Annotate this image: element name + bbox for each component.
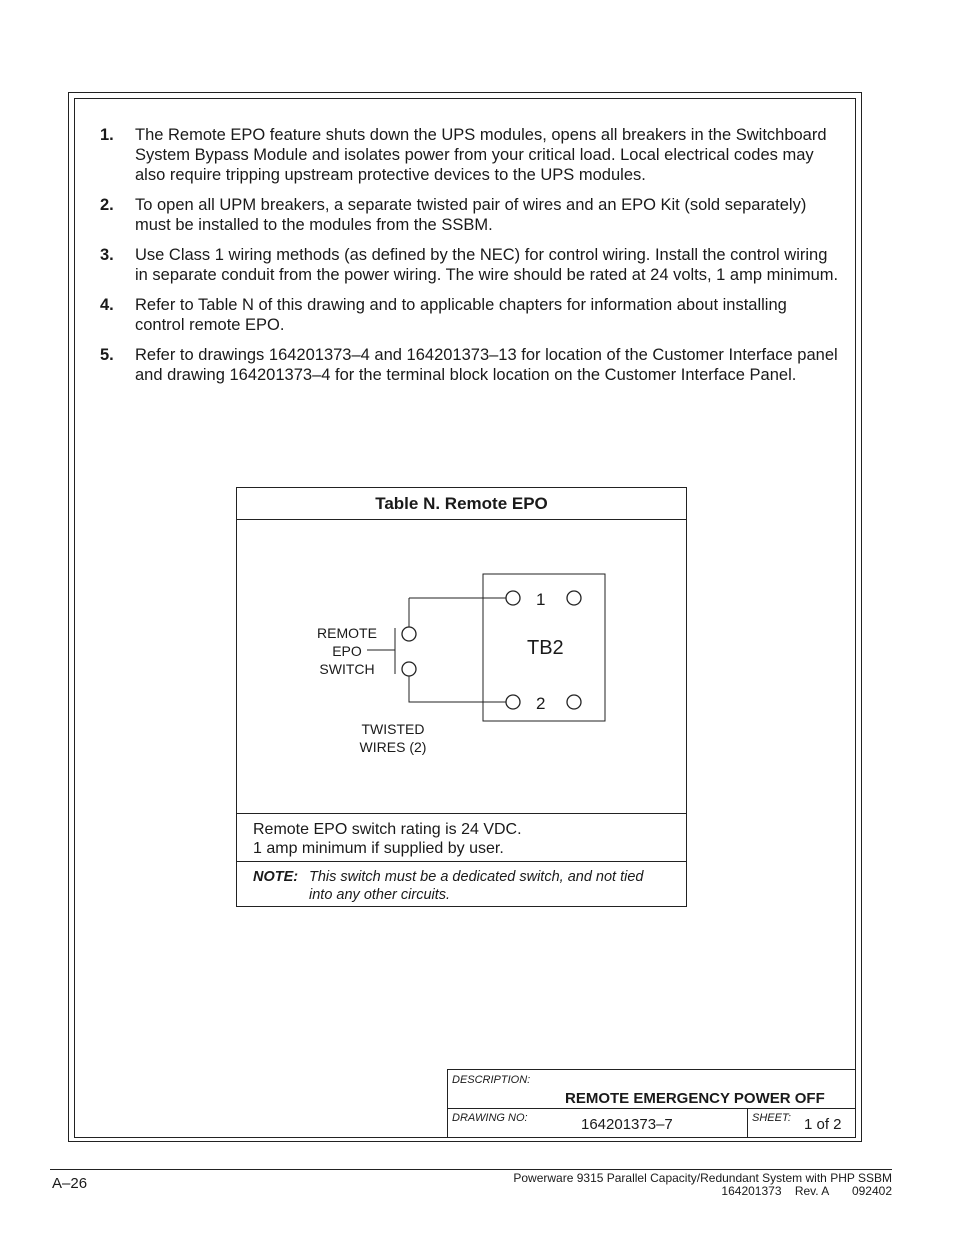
switch-label-line: EPO bbox=[332, 643, 362, 659]
note-text: Refer to Table N of this drawing and to applicable chapters for information about installing control remote EPO. bbox=[135, 296, 787, 334]
note-item bbox=[100, 295, 840, 335]
switch-contact-bottom bbox=[402, 662, 416, 676]
footer-doc-info bbox=[513, 1172, 892, 1198]
sheet-label: SHEET: bbox=[752, 1112, 791, 1124]
note-number: 2. bbox=[100, 196, 114, 214]
note-number: 1. bbox=[100, 126, 114, 144]
sheet-divider bbox=[747, 1109, 748, 1138]
drawing-no-value: 164201373–7 bbox=[581, 1116, 673, 1133]
note-text: This switch must be a dedicated switch, and not tied into any other circuits. bbox=[309, 869, 644, 903]
note-text: Use Class 1 wiring methods (as defined by the NEC) for control wiring. Install the control wiring in separate conduit from the power wiring. The wire should be rated at 24 volts, 1 amp minimum. bbox=[135, 246, 839, 284]
switch-label-line: SWITCH bbox=[319, 661, 375, 677]
description-value: REMOTE EMERGENCY POWER OFF bbox=[565, 1090, 825, 1107]
note-number: 4. bbox=[100, 296, 114, 314]
note-number: 3. bbox=[100, 246, 114, 264]
terminal-2-connector bbox=[506, 695, 520, 709]
note-item bbox=[100, 125, 840, 185]
doc-title: Powerware 9315 Parallel Capacity/Redundant System with PHP SSBM bbox=[513, 1171, 892, 1185]
description-row bbox=[448, 1070, 855, 1109]
description-label: DESCRIPTION: bbox=[452, 1074, 531, 1086]
page-number: A–26 bbox=[52, 1175, 88, 1192]
wires-label-line: TWISTED bbox=[361, 721, 425, 737]
note-item bbox=[100, 195, 840, 235]
switch-label-line: REMOTE bbox=[317, 625, 377, 641]
table-title: Table N. Remote EPO bbox=[237, 488, 686, 520]
note-number: 5. bbox=[100, 346, 114, 364]
rating-line: 1 amp minimum if supplied by user. bbox=[253, 840, 504, 857]
terminal-connector bbox=[567, 695, 581, 709]
note-text: The Remote EPO feature shuts down the UPS modules, opens all breakers in the Switchboard System Bypass Module and isolates power from your critical load. Local electrical codes may also require tripping upstream protective devices to the UPS modules. bbox=[135, 126, 827, 184]
tb2-label: TB2 bbox=[527, 637, 564, 659]
remote-epo-wiring-diagram bbox=[237, 520, 685, 813]
switch-rating bbox=[237, 813, 686, 862]
switch-contact-top bbox=[402, 627, 416, 641]
rating-line: Remote EPO switch rating is 24 VDC. bbox=[253, 821, 522, 838]
remote-epo-table bbox=[236, 487, 687, 907]
drawing-no-label: DRAWING NO: bbox=[452, 1112, 528, 1124]
wires-label-line: WIRES (2) bbox=[359, 739, 427, 755]
sheet-value: 1 of 2 bbox=[804, 1116, 842, 1133]
note-item bbox=[100, 345, 840, 385]
note-item bbox=[100, 245, 840, 285]
terminal-2-label: 2 bbox=[536, 694, 546, 713]
twisted-wire-to-terminal-2 bbox=[409, 676, 506, 702]
terminal-connector bbox=[567, 591, 581, 605]
note-text: Refer to drawings 164201373–4 and 164201373–13 for location of the Customer Interface panel and drawing 164201373–4 for the terminal block location on the Customer Interface Panel. bbox=[135, 346, 838, 384]
footer-rule bbox=[50, 1169, 892, 1170]
notes-list bbox=[100, 125, 840, 395]
drawing-title-block bbox=[447, 1069, 856, 1138]
terminal-1-connector bbox=[506, 591, 520, 605]
terminal-1-label: 1 bbox=[536, 590, 546, 609]
note-label: NOTE: bbox=[253, 869, 299, 885]
note-text: To open all UPM breakers, a separate twisted pair of wires and an EPO Kit (sold separately) must be installed to the modules from the SSBM. bbox=[135, 196, 807, 234]
doc-number: 164201373 Rev. A 092402 bbox=[721, 1184, 892, 1198]
